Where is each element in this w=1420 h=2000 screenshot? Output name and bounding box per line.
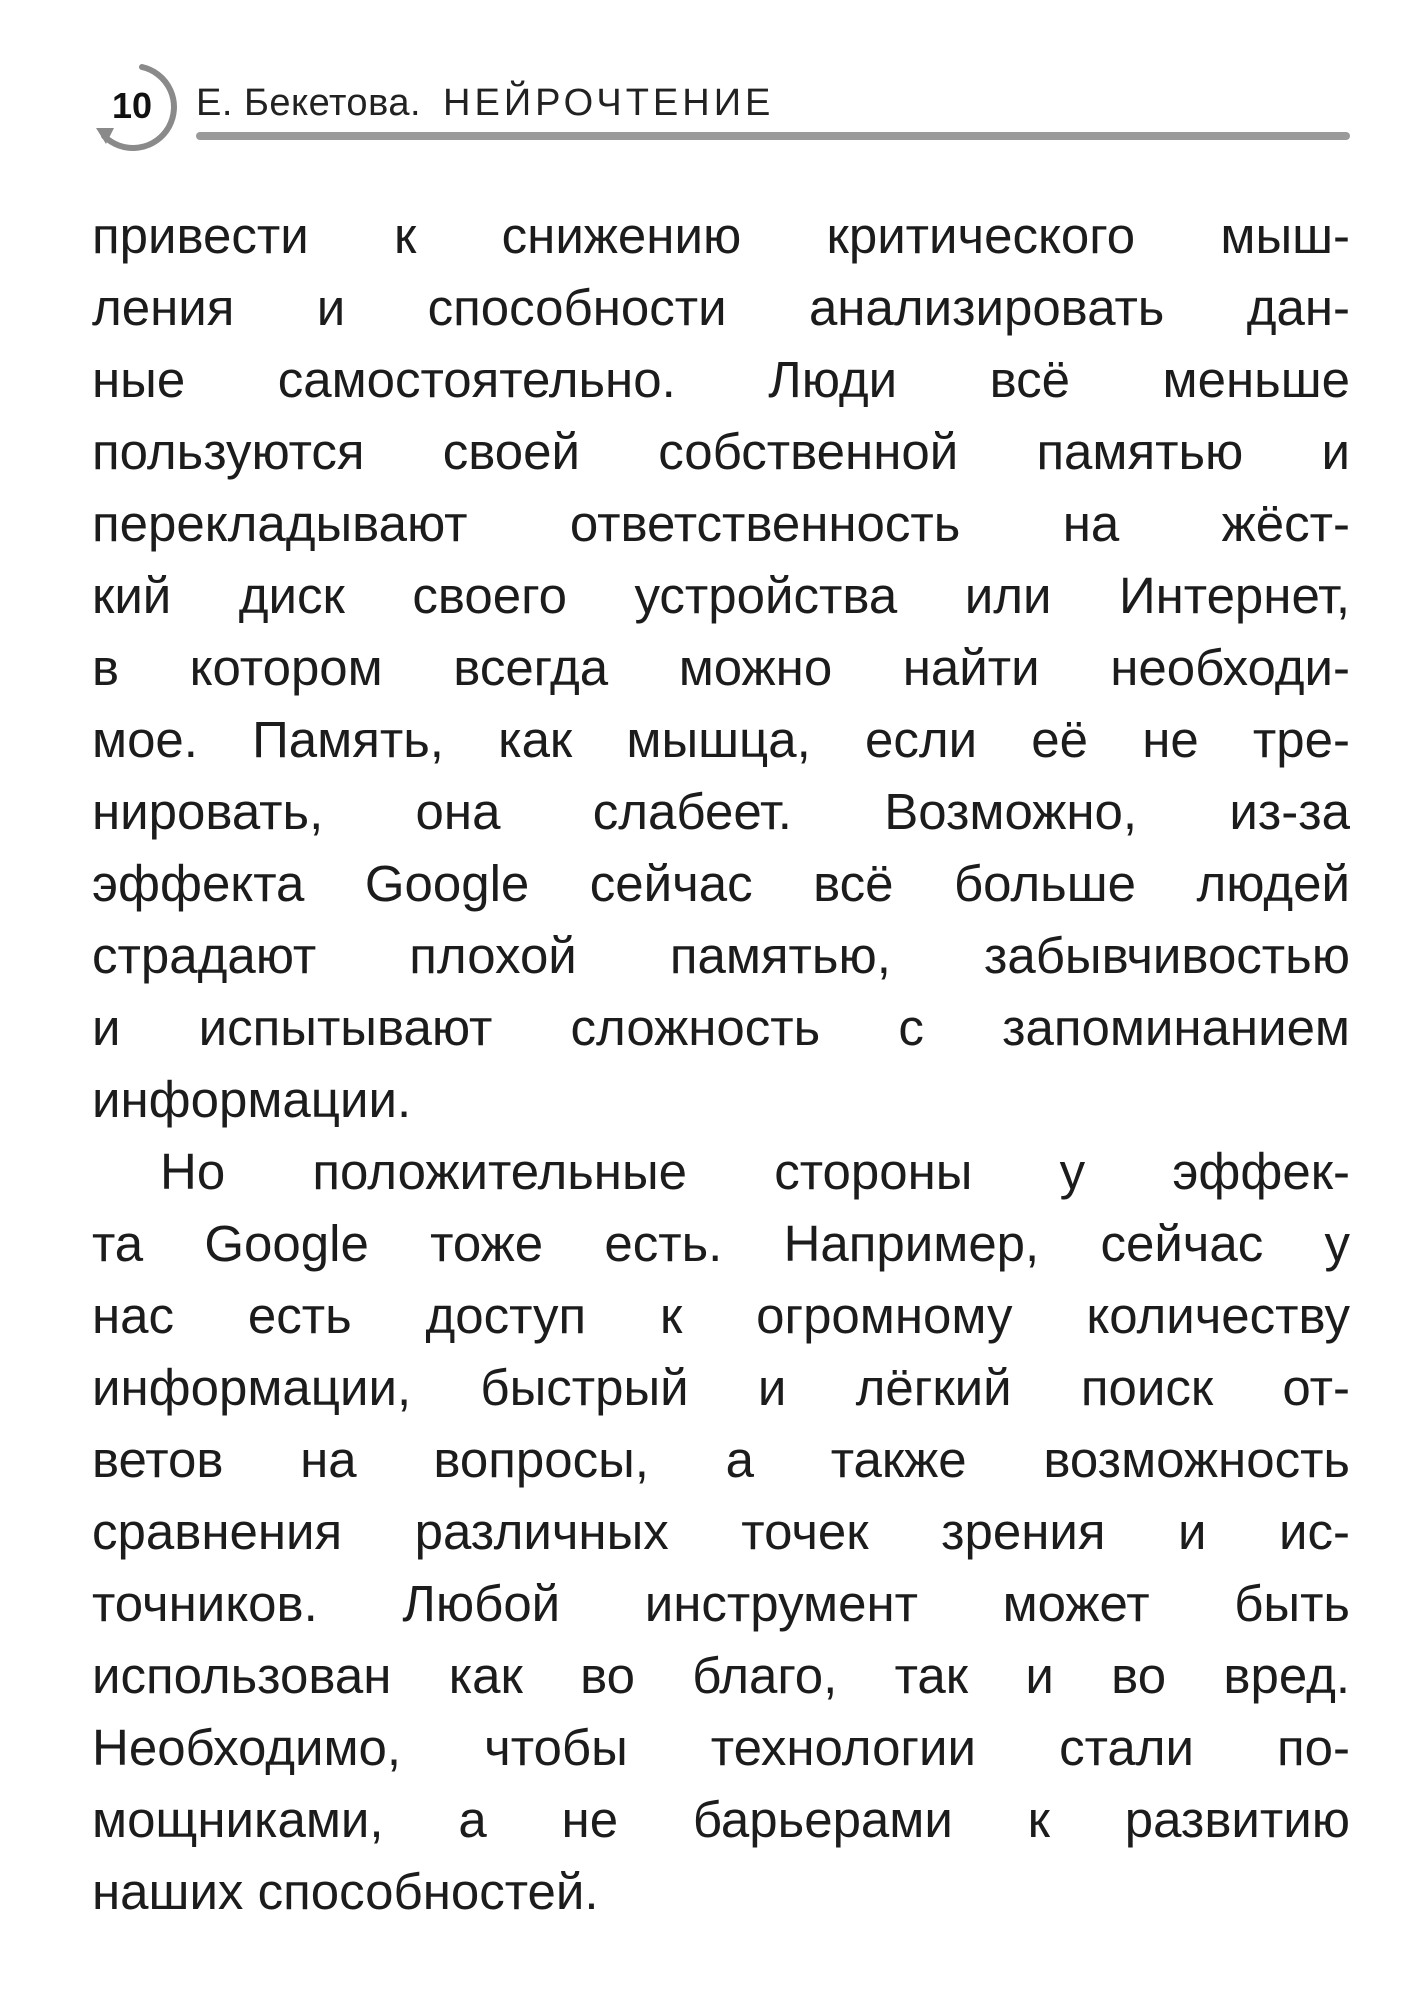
text-line: ные самостоятельно. Люди всё меньше	[92, 351, 1350, 408]
header-text	[196, 82, 774, 125]
text-line: ления и способности анализировать дан-	[92, 279, 1350, 336]
header-book-title: НЕЙРОЧТЕНИЕ	[443, 82, 775, 124]
running-header	[84, 58, 1350, 158]
text-line: и испытывают сложность с запоминанием	[92, 999, 1350, 1056]
text-line: нас есть доступ к огромному количеству	[92, 1287, 1350, 1344]
text-line: нировать, она слабеет. Возможно, из-за	[92, 783, 1350, 840]
text-line: кий диск своего устройства или Интернет,	[92, 567, 1350, 624]
text-line: Но положительные стороны у эффек-	[160, 1143, 1350, 1200]
text-line: наших способностей.	[92, 1863, 599, 1920]
header-divider	[196, 132, 1350, 140]
text-line: пользуются своей собственной памятью и	[92, 423, 1350, 480]
text-line: привести к снижению критического мыш-	[92, 207, 1350, 264]
text-line: Необходимо, чтобы технологии стали по-	[92, 1719, 1350, 1776]
body-text	[92, 200, 1350, 1928]
text-line: точников. Любой инструмент может быть	[92, 1575, 1350, 1632]
text-line: перекладывают ответственность на жёст-	[92, 495, 1350, 552]
text-line: информации, быстрый и лёгкий поиск от-	[92, 1359, 1350, 1416]
text-line: та Google тоже есть. Например, сейчас у	[92, 1215, 1350, 1272]
text-line: мощниками, а не барьерами к развитию	[92, 1791, 1350, 1848]
text-line: информации.	[92, 1071, 412, 1128]
page-number: 10	[111, 85, 153, 126]
text-line: ветов на вопросы, а также возможность	[92, 1431, 1350, 1488]
text-line: сравнения различных точек зрения и ис-	[92, 1503, 1350, 1560]
paragraph-1	[92, 200, 1350, 1136]
text-line: страдают плохой памятью, забывчивостью	[92, 927, 1350, 984]
text-line: мое. Память, как мышца, если её не тре-	[92, 711, 1350, 768]
page-number-badge	[84, 58, 180, 154]
text-line: эффекта Google сейчас всё больше людей	[92, 855, 1350, 912]
text-line: использован как во благо, так и во вред.	[92, 1647, 1350, 1704]
text-line: в котором всегда можно найти необходи-	[92, 639, 1350, 696]
paragraph-2	[92, 1136, 1350, 1928]
header-author: Е. Бекетова.	[196, 82, 422, 124]
